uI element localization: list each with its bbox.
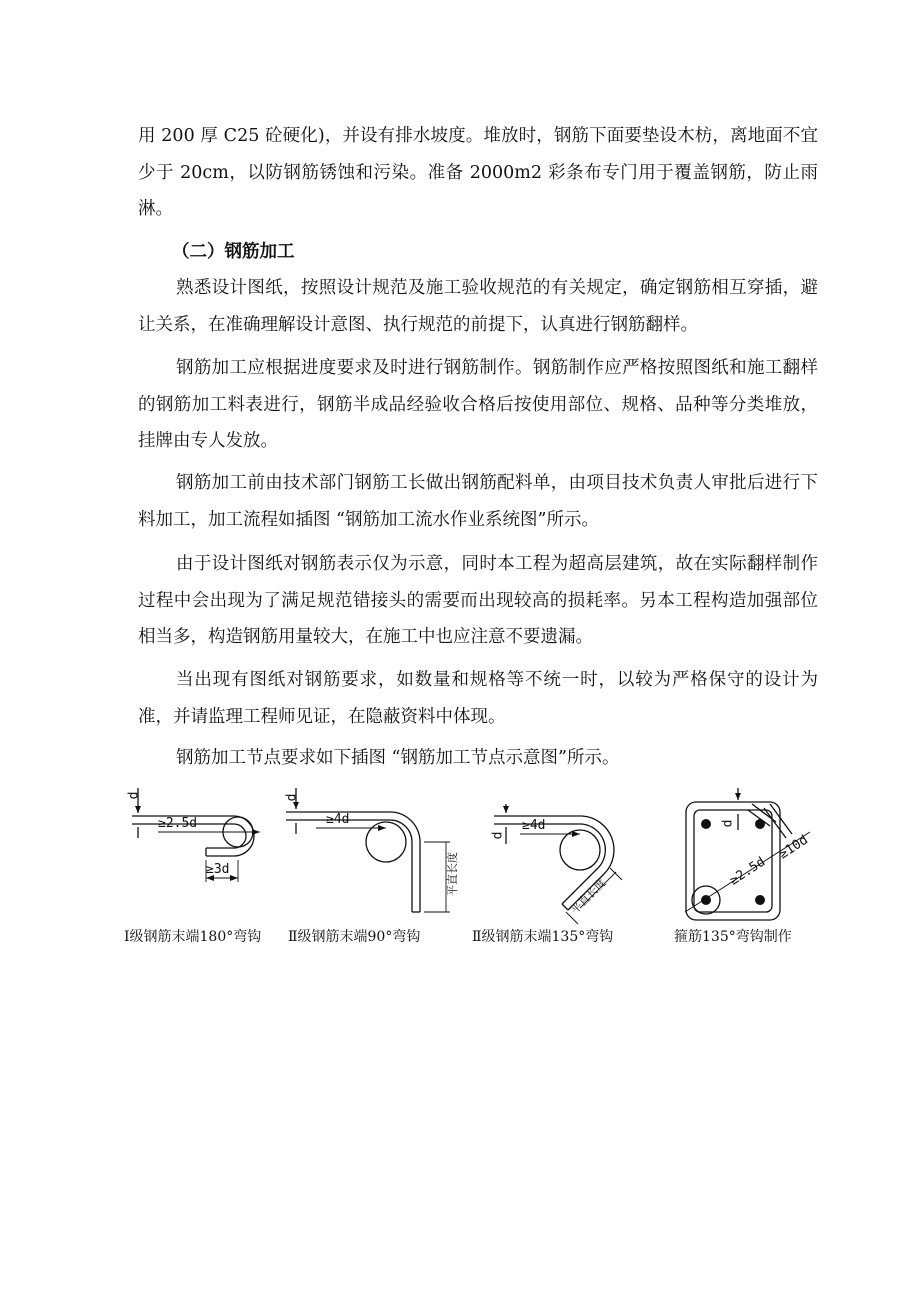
section-heading: （二）钢筋加工 <box>172 242 295 262</box>
hook180-bend-inner <box>234 824 246 848</box>
hook180-d-label: d <box>126 791 142 800</box>
paragraph-material-list: 钢筋加工前由技术部门钢筋工长做出钢筋配料单，由项目技术负责人审批后进行下料加工，加工流程如插图 “钢筋加工流水作业系统图”所示。 <box>138 473 818 530</box>
hook180-dim2: ≥3d <box>206 862 230 877</box>
stirrup-dim1: ≥2.5d <box>727 854 769 889</box>
hook90-caption: Ⅱ级钢筋末端90°弯钩 <box>288 929 421 945</box>
hook135-mandrel <box>560 830 600 870</box>
paragraph-standards: 当出现有图纸对钢筋要求，如数量和规格等不统一时，以较为严格保守的设计为准，并请监理工程师见证，在隐蔽资料中体现。 <box>138 670 818 727</box>
rebar-hook-figure <box>120 782 820 962</box>
hook90-d-label: d <box>284 793 300 802</box>
hook180-dim1: ≥2.5d <box>158 816 198 831</box>
stirrup-dim2: ≥10d <box>776 832 811 863</box>
hook135-caption: Ⅱ级钢筋末端135°弯钩 <box>472 929 614 945</box>
paragraph-processing: 钢筋加工应根据进度要求及时进行钢筋制作。钢筋制作应严格按照图纸和施工翻样的钢筋加工料表进行，钢筋半成品经验收合格后按使用部位、规格、品种等分类堆放，挂牌由专人发放。 <box>138 358 818 451</box>
hook135-straight-length: 平直长度 <box>568 876 609 917</box>
stirrup-caption: 箍筋135°弯钩制作 <box>674 929 792 945</box>
hook180-caption: Ⅰ级钢筋末端180°弯钩 <box>124 929 262 945</box>
paragraph-drawing-review: 熟悉设计图纸，按照设计规范及施工验收规范的有关规定，确定钢筋相互穿插，避让关系，在准确理解设计意图、执行规范的前提下，认真进行钢筋翻样。 <box>138 278 818 335</box>
paragraph-loss-rate: 由于设计图纸对钢筋表示仅为示意，同时本工程为超高层建筑，故在实际翻样制作过程中会出现为了满足规范错接头的需要而出现较高的损耗率。另本工程构造加强部位相当多，构造钢筋用量较大，在施工中也应注意不要遗漏。 <box>138 554 818 647</box>
hook90-dim1: ≥4d <box>326 812 350 827</box>
paragraph-storage: 用 200 厚 C25 砼硬化)，并设有排水坡度。堆放时，钢筋下面要垫设木枋，离地面不宜少于 20cm，以防钢筋锈蚀和污染。准备 2000m2 彩条布专门用于覆盖钢筋，防止雨淋。 <box>138 126 818 219</box>
hook180-bend-outer <box>234 816 254 856</box>
hook90-straight-length: 平直长度 <box>446 852 459 896</box>
hook135-d-label: d <box>490 831 506 840</box>
paragraph-figure-intro: 钢筋加工节点要求如下插图 “钢筋加工节点示意图”所示。 <box>176 748 620 768</box>
stirrup-d-label: d <box>720 819 736 828</box>
hook135-dim1: ≥4d <box>522 818 546 833</box>
